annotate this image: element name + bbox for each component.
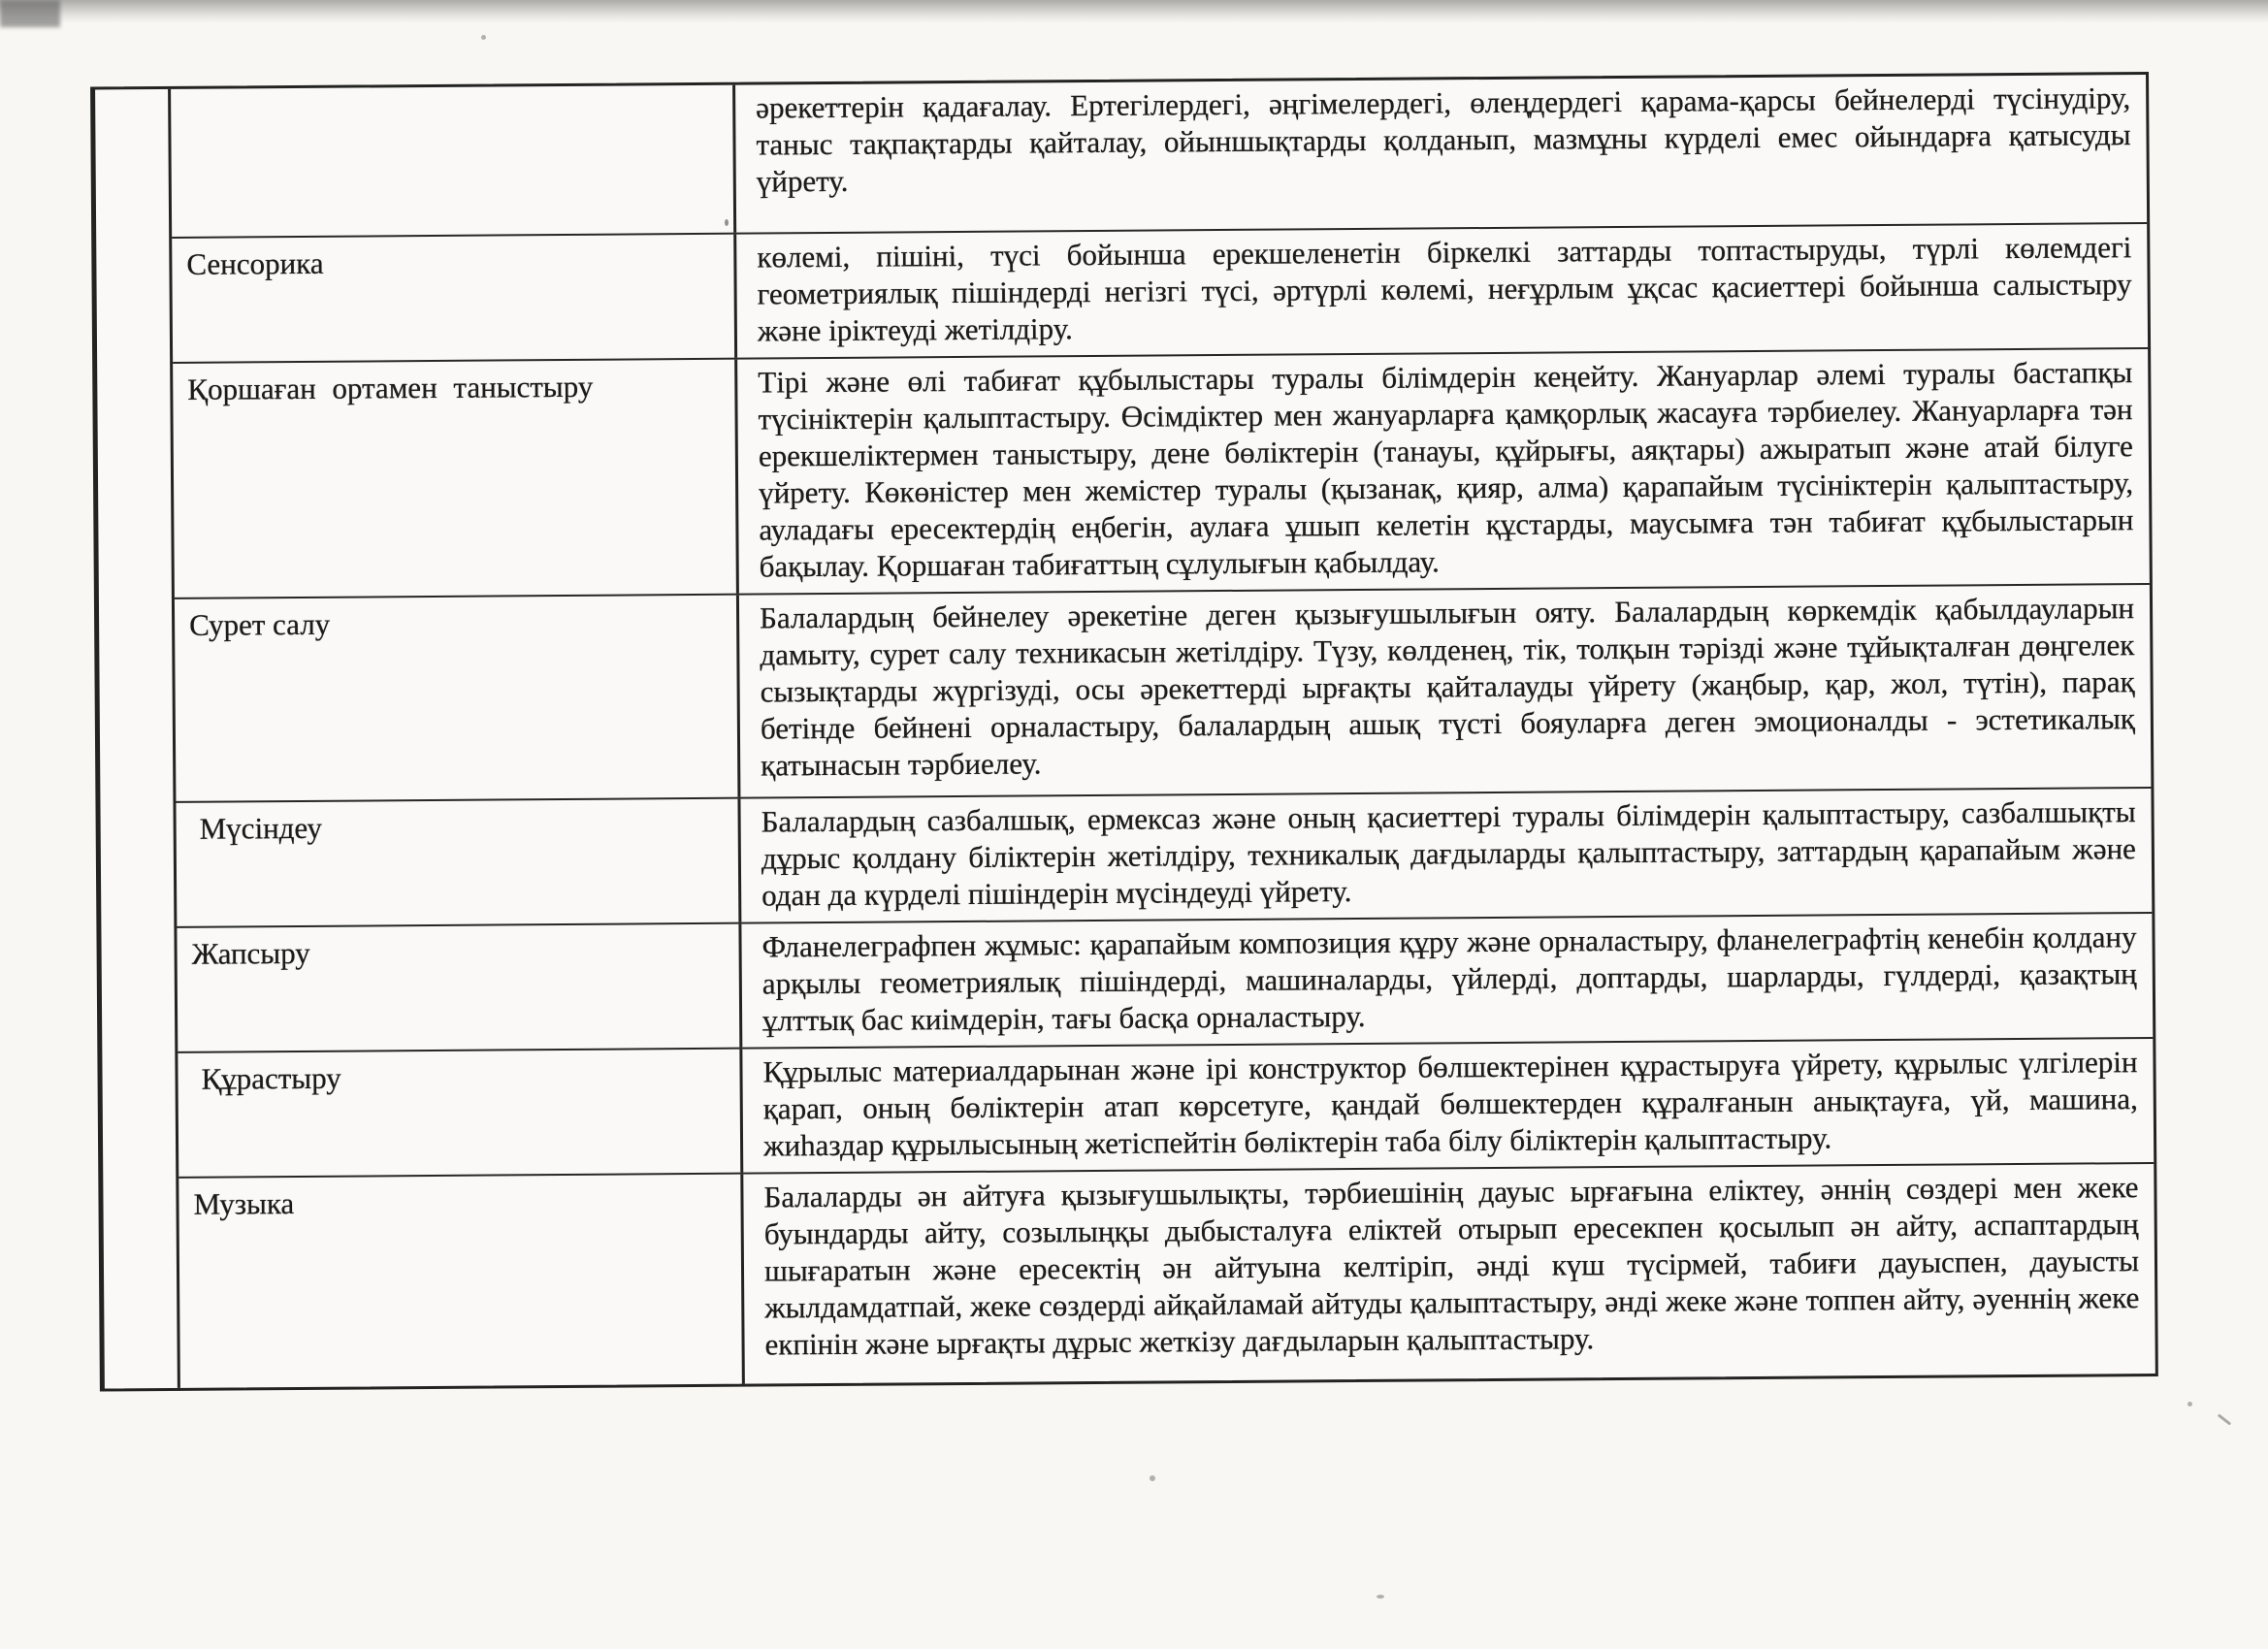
table-row [176,787,2152,926]
row-label-cell: Құрастыру [178,1050,743,1177]
scan-speck [1377,1595,1384,1599]
table-rows [171,75,2155,1388]
table-row [178,1162,2155,1388]
row-content-cell: Балалардың сазбалшық, ермексаз және оның қасиеттері туралы білімдерін қалыптастыру, сазбалшықты дұрыс қолдану біліктерін жетілдіру, техникалық дағдыларды қалыптастыру, заттардың қарапайым және одан да күрделі пішіндерін мүсіндеуді үйрету. [761,794,2136,913]
row-content-cell: әрекеттерін қадағалау. Ертегілердегі, әңгімелердегі, өлеңдердегі қарама-қарсы бейнелерді түсінудіру, таныс тақпақтарды қайталау, ойыншықтарды қолданып, мазмұны күрделі емес ойындарға қатысуды үйрету. [756,81,2131,199]
row-label-cell: Жапсыру [177,924,742,1051]
table-row [173,347,2150,598]
scanner-edge-shadow [0,0,2268,23]
row-label-cell: Сенсорика [172,235,737,362]
row-content-cell: көлемі, пішіні, түсі бойынша ерекшеленетін біркелкі заттарды топтастыруды, түрлі көлемдегі геометриялық пішіндерді негізгі түсі, әртүрлі көлемі, неғұрлым ұқсас қасиеттері бойынша салыстыру және іріктеуді жетілдіру. [757,230,2132,348]
row-content-cell: Тірі және өлі табиғат құбылыстары туралы білімдерін кеңейту. Жануарлар әлемі туралы бастапқы түсініктерін қалыптастыру. Өсімдіктер мен жануарларға қамқорлық жасауға тәрбиелеу. Жануарларға тән ерекшеліктермен таныстыру, дене бөліктерін (танауы, құйрығы, аяқтары) ажыратып және атай білуге үйрету. Көкөністер мен жемістер туралы (қызанақ, қияр, алма) қарапайым түсініктерін қалыптастыру, ауладағы ересектердің еңбегін, аулаға ұшып келетін құстарды, маусымға тән табиғат құбылыстарын бақылау. Қоршаған табиғаттың сұлулығын қабылдау. [758,355,2134,584]
row-label-cell [171,85,736,237]
scan-speck [2187,1402,2192,1406]
row-content-cell: Балаларды ән айтуға қызығушылықты, тәрбиешінің дауыс ырғағына еліктеу, әннің сөздері мен жеке буындарды айту, созылыңқы дыбысталуға еліктей отырып ересекпен қосылып ән айту, аспаптардың шығаратын және ересектің ән айтуына келтіріп, әнді күш түсірмей, табиғи дауыспен, дауысты жылдамдатпай, жеке сөздерді айқайламай айтуды қалыптастыру, әнді жеке және топпен айту, әуеннің жеке екпінін және ырғақты дұрыс жеткізу дағдыларын қалыптастыру. [763,1170,2140,1362]
table-empty-spine-column [95,89,180,1389]
row-content-cell: Құрылыс материалдарынан және ірі конструктор бөлшектерінен құрастыруға үйрету, құрылыс үлгілерін қарап, оның бөліктерін атап көрсетуге, қандай бөлшектерден құралғанын анықтауға, үй, машина, жиһаздар құрылысының жетіспейтін бөліктерін таба білу біліктерін қалыптастыру. [762,1045,2138,1163]
scan-speck [725,219,729,226]
row-label-cell: Қоршаған ортамен таныстыру [173,360,739,598]
row-label-cell: Сурет салу [175,596,741,801]
table-skew-wrapper [90,72,2158,1392]
scan-speck [2218,1413,2231,1425]
table-row [172,222,2148,362]
scanner-corner-shadow [0,0,60,27]
curriculum-table [90,72,2158,1392]
row-label-cell: Музыка [178,1175,745,1388]
table-row [178,1037,2154,1177]
table-row [175,583,2151,801]
row-label-cell: Мүсіндеу [176,799,741,926]
scan-speck [481,35,486,40]
table-row [171,75,2147,237]
scan-speck [1150,1475,1155,1481]
row-content-cell: Фланелеграфпен жұмыс: қарапайым композиция құру және орналастыру, фланелеграфтің кенебін қолдану арқылы геометриялық пішіндерді, машиналарды, үйлерді, доптарды, шарларды, гүлдерді, қазақтың ұлттық бас киімдерін, тағы басқа орналастыру. [761,920,2137,1038]
row-content-cell: Балалардың бейнелеу әрекетіне деген қызығушылығын ояту. Балалардың көркемдік қабылдауларын дамыту, сурет салу техникасын жетілдіру. Түзу, көлденең, тік, толқын тәрізді және тұйықталған дөңгелек сызықтарды жүргізуді, осы әрекеттерді ырғақты қайталауды үйрету (жаңбыр, қар, жол, түтін), парақ бетінде бейнені орналастыру, балалардың ашық түсті бояуларға деген эмоционалды - эстетикалық қатынасын тәрбиелеу. [759,591,2136,783]
table-row [177,912,2153,1051]
